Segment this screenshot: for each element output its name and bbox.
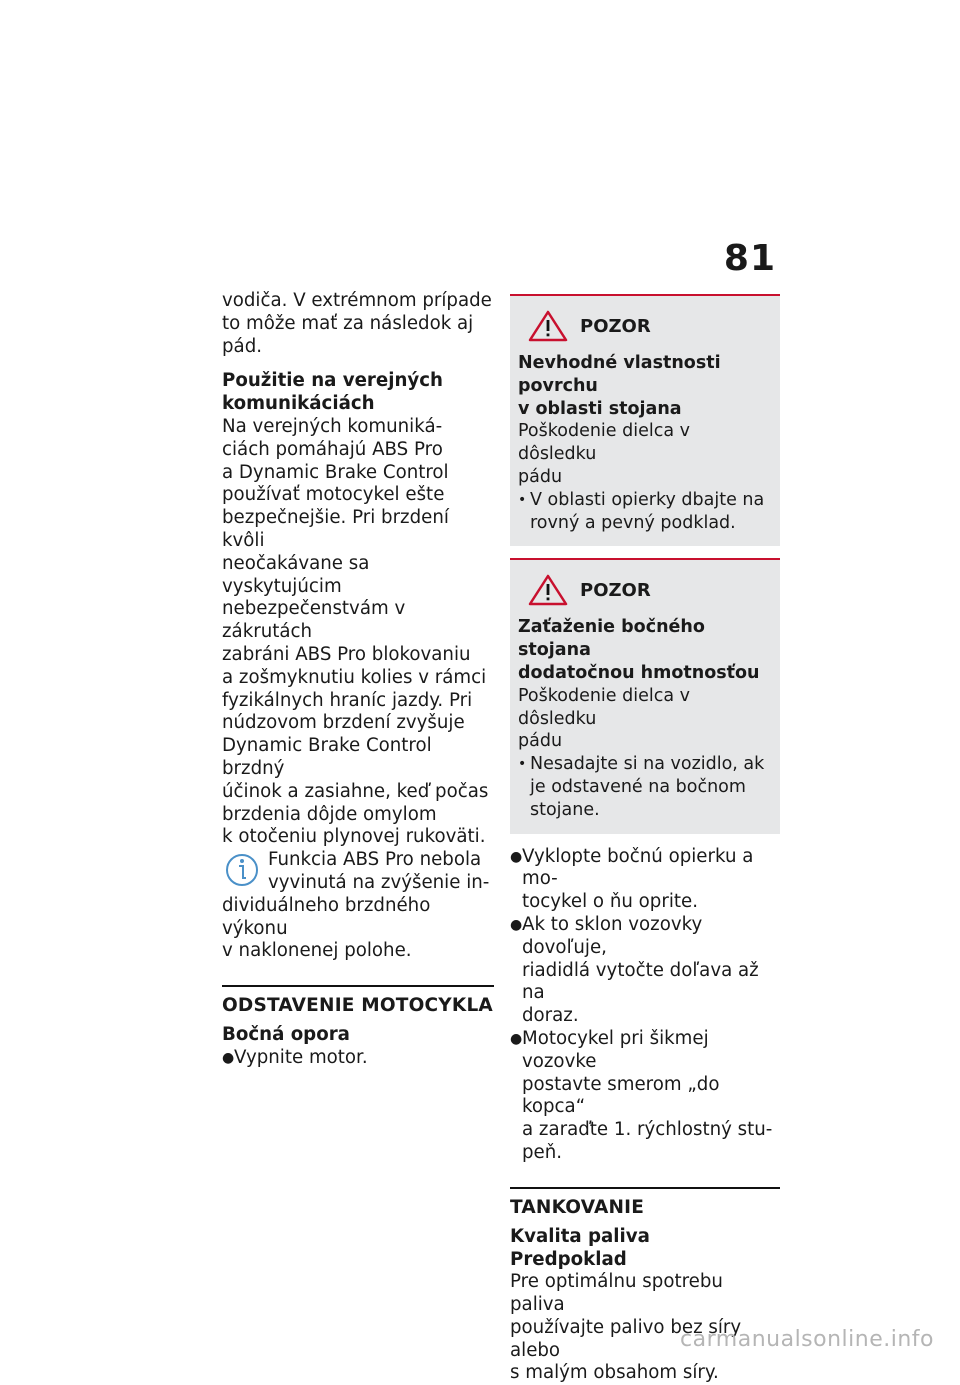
right-column bbox=[510, 294, 780, 1385]
public-roads-heading: Použitie na verejných komunikáciách bbox=[222, 370, 444, 415]
list-item: • Nesadajte si na vozidlo, ak je odstavené na bočnom stojane. bbox=[518, 754, 765, 820]
fuel-quality-heading: Kvalita paliva bbox=[510, 1225, 650, 1247]
text-line: to môže mať za následok aj bbox=[222, 312, 474, 334]
list-item: ● Vyklopte bočnú opierku a mo- tocykel o ňu oprite. bbox=[510, 845, 754, 913]
watermark-footer: carmanualsonline.info bbox=[680, 1327, 934, 1352]
section-title-refueling: TANKOVANIE bbox=[510, 1187, 780, 1218]
left-column bbox=[222, 290, 494, 1070]
text-line: vodiča. V extrémnom prípade bbox=[222, 290, 492, 311]
public-roads-body: Na verejných komuniká- ciách pomáhajú ABS Pro a Dynamic Brake Control používať motocykel ešte bezpečnejšie. Pri brzdení kvôli neočakávane sa vyskytujúcim nebezpečenstvám v zákrutách zabráni ABS Pro blokovaniu a zošmyknutiu kolies v rámci fyzikálnych hraníc jazdy. Pri núdzovom brzdení zvyšuje Dynamic Brake Control brzdný účinok a zasiahne, keď počas brzdenia dôjde omylom k otočeniu plynovej rukoväti. bbox=[222, 415, 489, 848]
warning-triangle-icon bbox=[528, 310, 568, 342]
bullet-icon: • bbox=[518, 756, 527, 773]
prerequisite-heading: Predpoklad bbox=[510, 1248, 627, 1270]
bullet-icon: ● bbox=[222, 1049, 235, 1066]
bullet-icon: ● bbox=[510, 1030, 523, 1047]
list-item: ● Vypnite motor. bbox=[222, 1046, 368, 1068]
page-number: 81 bbox=[723, 238, 776, 279]
bullet-icon: ● bbox=[510, 916, 523, 933]
bullet-icon: • bbox=[518, 491, 527, 508]
side-stand-heading: Bočná opora bbox=[222, 1024, 350, 1046]
bullet-icon: ● bbox=[510, 848, 523, 865]
fuel-body: Pre optimálnu spotrebu paliva používajte palivo bez síry alebo s malým obsahom síry. bbox=[510, 1271, 742, 1384]
info-icon bbox=[222, 849, 262, 889]
warning-triangle-icon bbox=[528, 574, 568, 606]
warning-label: POZOR bbox=[580, 315, 651, 337]
warning-label: POZOR bbox=[580, 579, 651, 601]
list-item: ● Motocykel pri šikmej vozovke postavte smerom „do kopca“ a zaraďte 1. rýchlostný stu- peň. bbox=[510, 1027, 773, 1163]
info-note: Funkcia ABS Pro nebola vyvinutá na zvýšenie in- dividuálneho brzdného výkonu v naklonenej polohe. bbox=[222, 849, 490, 962]
warning-box-surface: POZOR Nevhodné vlastnosti povrchu v oblasti stojana Poškodenie dielca v dôsledku pádu • V oblasti opierky dbajte na rovný a pevný podklad. bbox=[510, 294, 780, 546]
list-item: • V oblasti opierky dbajte na rovný a pevný podklad. bbox=[518, 489, 765, 533]
intro-paragraph bbox=[222, 290, 494, 358]
text-line: pád. bbox=[222, 335, 263, 357]
list-item: ● Ak to sklon vozovky dovoľuje, riadidlá vytočte doľava až na doraz. bbox=[510, 913, 759, 1027]
section-title-parking: ODSTAVENIE MOTOCYKLA bbox=[222, 985, 494, 1016]
warning-box-weight: POZOR Zaťaženie bočného stojana dodatočnou hmotnosťou Poškodenie dielca v dôsledku pádu • Nesadajte si na vozidlo, ak je odstavené na bočnom stojane. bbox=[510, 558, 780, 833]
